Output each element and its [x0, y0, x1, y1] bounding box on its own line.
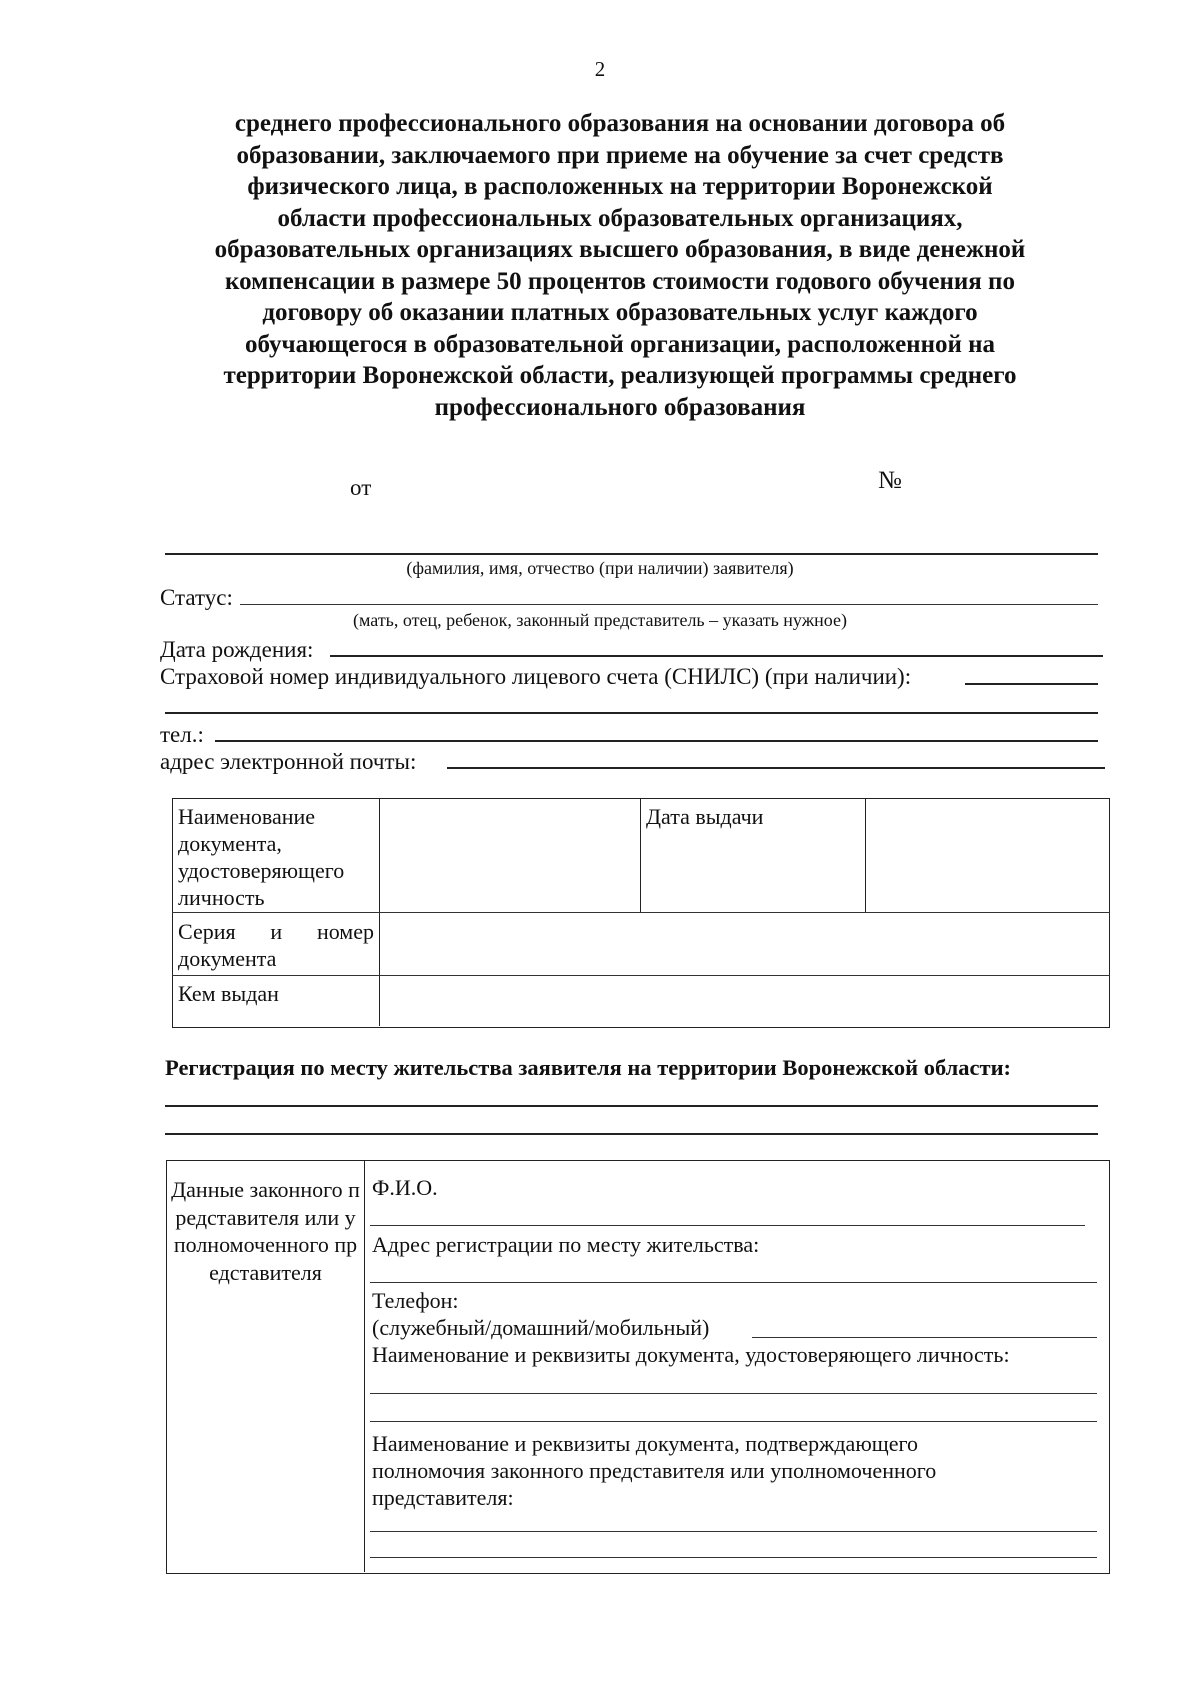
- status-label: Статус:: [160, 585, 233, 610]
- phone-field[interactable]: [215, 740, 1098, 742]
- issued-by-value[interactable]: [384, 977, 1106, 1024]
- issue-date-value[interactable]: [870, 800, 1106, 910]
- doc-name-label: Наименование документа, удостоверяющего личность: [178, 804, 345, 910]
- rep-id-doc-field[interactable]: [370, 1393, 1097, 1394]
- email-field[interactable]: [447, 767, 1105, 769]
- snils-field[interactable]: [965, 683, 1098, 685]
- table-row-divider: [172, 912, 1110, 913]
- rep-phone-field[interactable]: [752, 1337, 1097, 1338]
- table-divider: [364, 1160, 365, 1572]
- snils-field-continuation[interactable]: [165, 712, 1098, 714]
- title-line: компенсации в размере 50 процентов стоимости годового обучения по: [225, 267, 1015, 295]
- birth-date-label: Дата рождения:: [160, 637, 314, 662]
- rep-phone-types: (служебный/домашний/мобильный): [372, 1315, 710, 1340]
- fio-caption: (фамилия, имя, отчество (при наличии) заявителя): [406, 558, 794, 578]
- fio-field[interactable]: [165, 553, 1098, 555]
- rep-id-doc-label: Наименование и реквизиты документа, удостоверяющего личность:: [372, 1342, 1010, 1367]
- table-divider: [640, 798, 641, 912]
- date-from-label: от: [350, 475, 372, 500]
- rep-id-doc-field-continuation[interactable]: [370, 1421, 1097, 1422]
- title-line: области профессиональных образовательных организациях,: [277, 204, 963, 232]
- title-line: договору об оказании платных образовательных услуг каждого: [262, 299, 978, 326]
- title-line: обучающегося в образовательной организации, расположенной на: [244, 330, 996, 358]
- title-line: среднего профессионального образования на основании договора об: [234, 110, 1006, 137]
- rep-address-label: Адрес регистрации по месту жительства:: [372, 1232, 760, 1257]
- title-line: образовательных организациях высшего образования, в виде денежной: [214, 236, 1026, 263]
- table-divider: [865, 798, 866, 912]
- registration-heading: Регистрация по месту жительства заявителя на территории Воронежской области:: [165, 1055, 1012, 1080]
- form-title: [150, 108, 1090, 423]
- title-line: профессионального образования: [434, 393, 806, 421]
- rep-fio-field[interactable]: [370, 1225, 1085, 1226]
- series-number-value[interactable]: [384, 914, 1106, 973]
- phone-label: тел.:: [160, 722, 204, 747]
- series-number-label: Серия и номер документа: [178, 919, 374, 971]
- registration-field-continuation[interactable]: [165, 1133, 1098, 1135]
- title-line: физического лица, в расположенных на территории Воронежской: [247, 173, 993, 200]
- issued-by-label: Кем выдан: [178, 981, 279, 1006]
- status-field[interactable]: [240, 604, 1098, 605]
- table-row-divider: [172, 975, 1110, 976]
- title-line: образовании, заключаемого при приеме на обучение за счет средств: [236, 141, 1004, 169]
- status-caption: (мать, отец, ребенок, законный представитель – указать нужное): [353, 610, 847, 630]
- doc-name-value[interactable]: [384, 800, 638, 910]
- rep-authority-doc-field[interactable]: [370, 1531, 1097, 1532]
- birth-date-field[interactable]: [330, 655, 1103, 657]
- representative-label: Данные законного представителя или уполномоченного представителя: [171, 1177, 360, 1285]
- issue-date-label: Дата выдачи: [646, 804, 764, 829]
- email-label: адрес электронной почты:: [160, 749, 417, 774]
- snils-label: Страховой номер индивидуального лицевого счета (СНИЛС) (при наличии):: [160, 664, 912, 689]
- page-number: 2: [594, 57, 606, 81]
- registration-field[interactable]: [165, 1105, 1098, 1107]
- title-line: территории Воронежской области, реализующей программы среднего: [223, 362, 1017, 389]
- rep-address-field[interactable]: [370, 1282, 1097, 1283]
- rep-fio-label: Ф.И.О.: [372, 1175, 438, 1200]
- rep-authority-doc-field-continuation[interactable]: [370, 1557, 1097, 1558]
- number-label: №: [878, 467, 902, 494]
- rep-phone-label: Телефон:: [372, 1288, 459, 1313]
- rep-authority-doc-label: Наименование и реквизиты документа, подтверждающего полномочия законного представителя или уполномоченного представителя:: [372, 1431, 937, 1510]
